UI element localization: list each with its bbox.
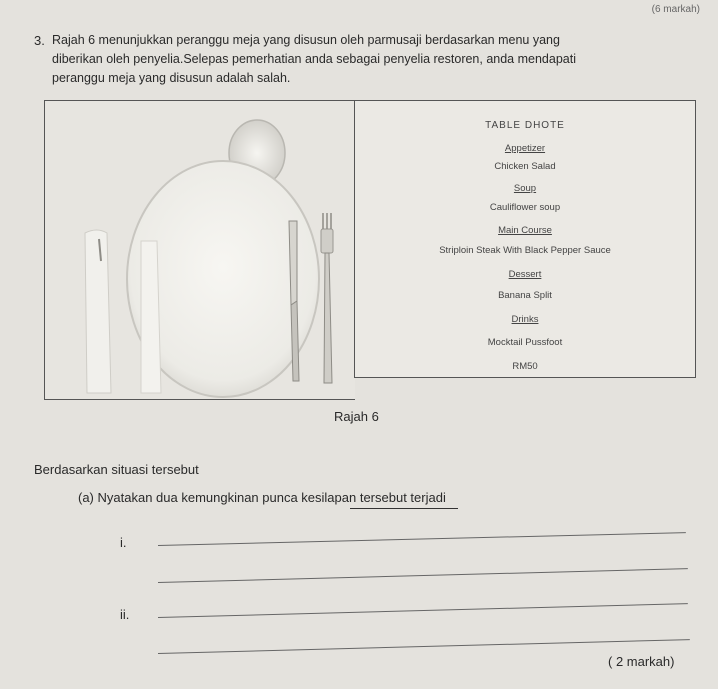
answer-line-i-1[interactable]	[158, 532, 686, 546]
menu-heading-main-course: Main Course	[498, 225, 552, 236]
menu-item-drinks: Mocktail Pussfoot	[487, 337, 563, 348]
part-a-question: (a) Nyatakan dua kemungkinan punca kesilapan tersebut terjadi	[78, 490, 446, 505]
table-setting-illustration	[45, 101, 355, 399]
menu-price: RM50	[512, 361, 538, 372]
answer-label-ii: ii.	[120, 607, 130, 622]
question-underline	[350, 508, 458, 509]
napkin-fold	[141, 241, 161, 393]
menu-heading-dessert: Dessert	[508, 269, 542, 280]
answer-label-i: i.	[120, 535, 127, 550]
question-text-line-2: diberikan oleh penyelia.Selepas pemerhatian anda sebagai penyelia restoren, anda mendapati	[52, 52, 576, 66]
napkin	[85, 230, 111, 393]
menu-heading-soup: Soup	[513, 183, 537, 194]
part-a-marks: ( 2 markah)	[608, 654, 675, 669]
situation-text: Berdasarkan situasi tersebut	[34, 462, 199, 477]
question-number: 3.	[34, 33, 45, 48]
menu-item-main-course: Striploin Steak With Black Pepper Sauce	[439, 245, 611, 256]
question-text-line-1: Rajah 6 menunjukkan peranggu meja yang disusun oleh parmusaji berdasarkan menu yang	[52, 33, 560, 47]
menu-heading-drinks: Drinks	[511, 314, 539, 325]
menu-item-dessert: Banana Split	[498, 290, 552, 301]
answer-line-i-2[interactable]	[158, 568, 688, 583]
menu-item-appetizer: Chicken Salad	[494, 161, 556, 172]
menu-card	[354, 100, 696, 378]
answer-line-ii-1[interactable]	[158, 603, 688, 618]
menu-title: TABLE DHOTE	[485, 120, 565, 131]
header-marks: (6 markah)	[651, 4, 700, 15]
menu-item-soup: Cauliflower soup	[489, 202, 561, 213]
figure-caption: Rajah 6	[334, 409, 379, 424]
table-setting-photo	[44, 100, 355, 400]
question-text-line-3: peranggu meja yang disusun adalah salah.	[52, 71, 291, 85]
menu-heading-appetizer: Appetizer	[504, 143, 546, 154]
answer-line-ii-2[interactable]	[158, 639, 690, 654]
